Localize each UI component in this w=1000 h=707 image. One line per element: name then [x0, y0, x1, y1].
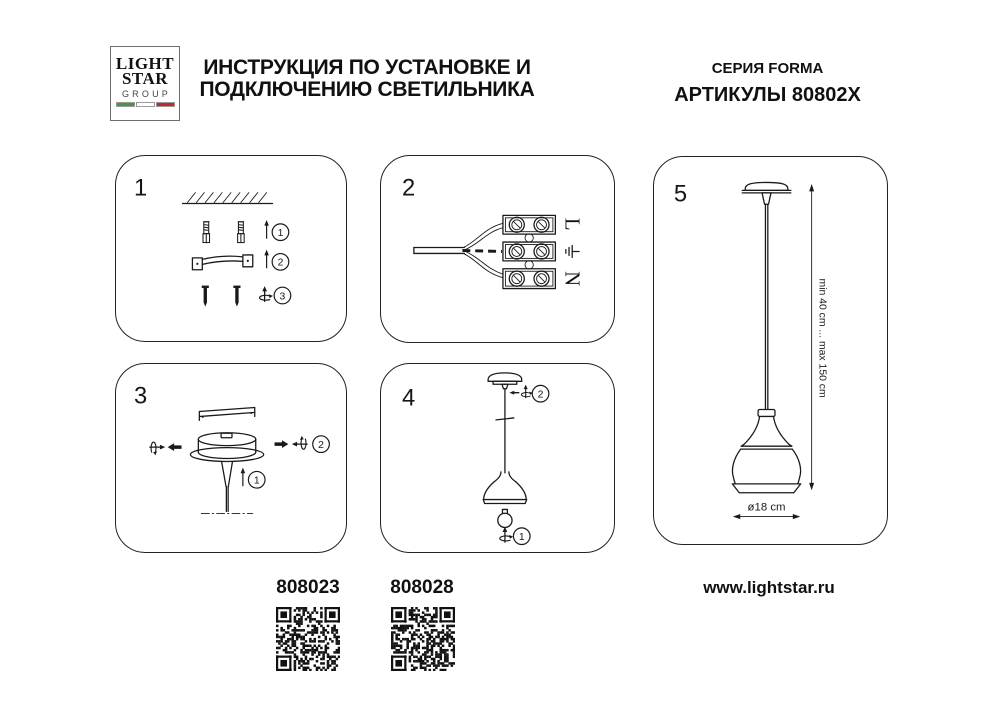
push-arrow-icon [275, 440, 289, 448]
step-1-panel [115, 155, 347, 342]
logo-word-group: GROUP [121, 89, 171, 99]
lightstar-logo [110, 46, 180, 121]
wall-plug-icon [203, 222, 210, 243]
articles-label: АРТИКУЛЫ 80802X [674, 84, 861, 106]
turn-screw-icon [292, 436, 307, 449]
ceiling-hatch [183, 193, 273, 204]
mounting-bracket [192, 255, 252, 270]
step-badge-1 [272, 224, 289, 241]
step-badge-1 [248, 471, 265, 488]
svg-text:1: 1 [277, 227, 284, 239]
turn-bulb-icon [500, 527, 513, 542]
turn-screw-icon [521, 385, 532, 398]
rod [201, 461, 252, 513]
svg-text:3: 3 [279, 291, 286, 303]
terminal-block [503, 215, 555, 288]
panel-number: 5 [673, 180, 688, 208]
height-range-label: min 40 cm ... max 150 cm [816, 278, 828, 398]
panel-number: 1 [134, 175, 148, 202]
step-2-panel [380, 155, 615, 343]
step-badge-2 [313, 436, 330, 453]
neutral-label: N [560, 271, 584, 287]
height-dimension [809, 184, 827, 490]
step-3-diagram [116, 364, 346, 552]
mains-cable [414, 223, 503, 277]
turn-screw-icon [150, 442, 165, 455]
up-arrow-icon [264, 220, 269, 238]
article-number-left: 808023 [276, 577, 340, 598]
italian-flag-icon [111, 102, 179, 107]
diameter-dimension [733, 502, 800, 520]
series-label: СЕРИЯ FORMA [711, 60, 824, 77]
small-arrow-icon [509, 391, 518, 395]
step-badge-1 [513, 528, 530, 545]
svg-text:1: 1 [253, 475, 260, 487]
qr-code-right [391, 607, 455, 671]
push-arrow-icon [168, 443, 182, 451]
up-arrow-icon [241, 468, 246, 486]
ceiling-canopy [742, 182, 791, 204]
wall-plug-icon [238, 222, 245, 243]
turn-screw-icon [260, 286, 273, 301]
title-line-2: ПОДКЛЮЧЕНИЮ СВЕТИЛЬНИКА [199, 77, 535, 101]
ground-symbol [566, 246, 579, 258]
qr-code-left [276, 607, 340, 671]
suspension-cable [765, 204, 767, 409]
step-2-diagram [381, 156, 614, 342]
title-line-1: ИНСТРУКЦИЯ ПО УСТАНОВКЕ И [203, 56, 531, 79]
svg-text:2: 2 [277, 257, 284, 269]
mounting-bracket [199, 408, 254, 421]
logo-word-star: STAR [121, 69, 169, 88]
lamp-shade [732, 409, 800, 492]
website-url: www.lightstar.ru [703, 578, 835, 597]
live-label: L [560, 217, 584, 231]
step-badge-3 [274, 287, 291, 304]
svg-text:2: 2 [318, 439, 324, 451]
svg-text:1: 1 [518, 531, 525, 543]
logo-word-light: LIGHT [115, 54, 175, 73]
step-4-diagram [381, 364, 614, 552]
step-1-diagram [116, 156, 346, 341]
panel-number: 3 [134, 383, 148, 410]
screw-icon [202, 286, 209, 307]
step-5-panel [653, 156, 888, 545]
step-badge-2 [532, 385, 549, 402]
ceiling-canopy [190, 433, 263, 462]
lamp-shade [483, 472, 527, 504]
svg-text:2: 2 [537, 389, 544, 401]
step-badge-2 [272, 254, 289, 271]
step-4-panel [380, 363, 615, 553]
panel-number: 2 [402, 175, 416, 202]
article-number-right: 808028 [390, 577, 454, 598]
panel-number: 4 [402, 385, 416, 412]
up-arrow-icon [264, 250, 269, 268]
step-3-panel [115, 363, 347, 553]
terminal-screws [509, 217, 549, 286]
page-title [187, 57, 547, 100]
ceiling-canopy [488, 373, 522, 389]
screw-icon [233, 286, 240, 307]
light-bulb [498, 509, 512, 527]
diameter-label: ø18 cm [747, 501, 786, 514]
step-5-diagram [654, 157, 887, 544]
